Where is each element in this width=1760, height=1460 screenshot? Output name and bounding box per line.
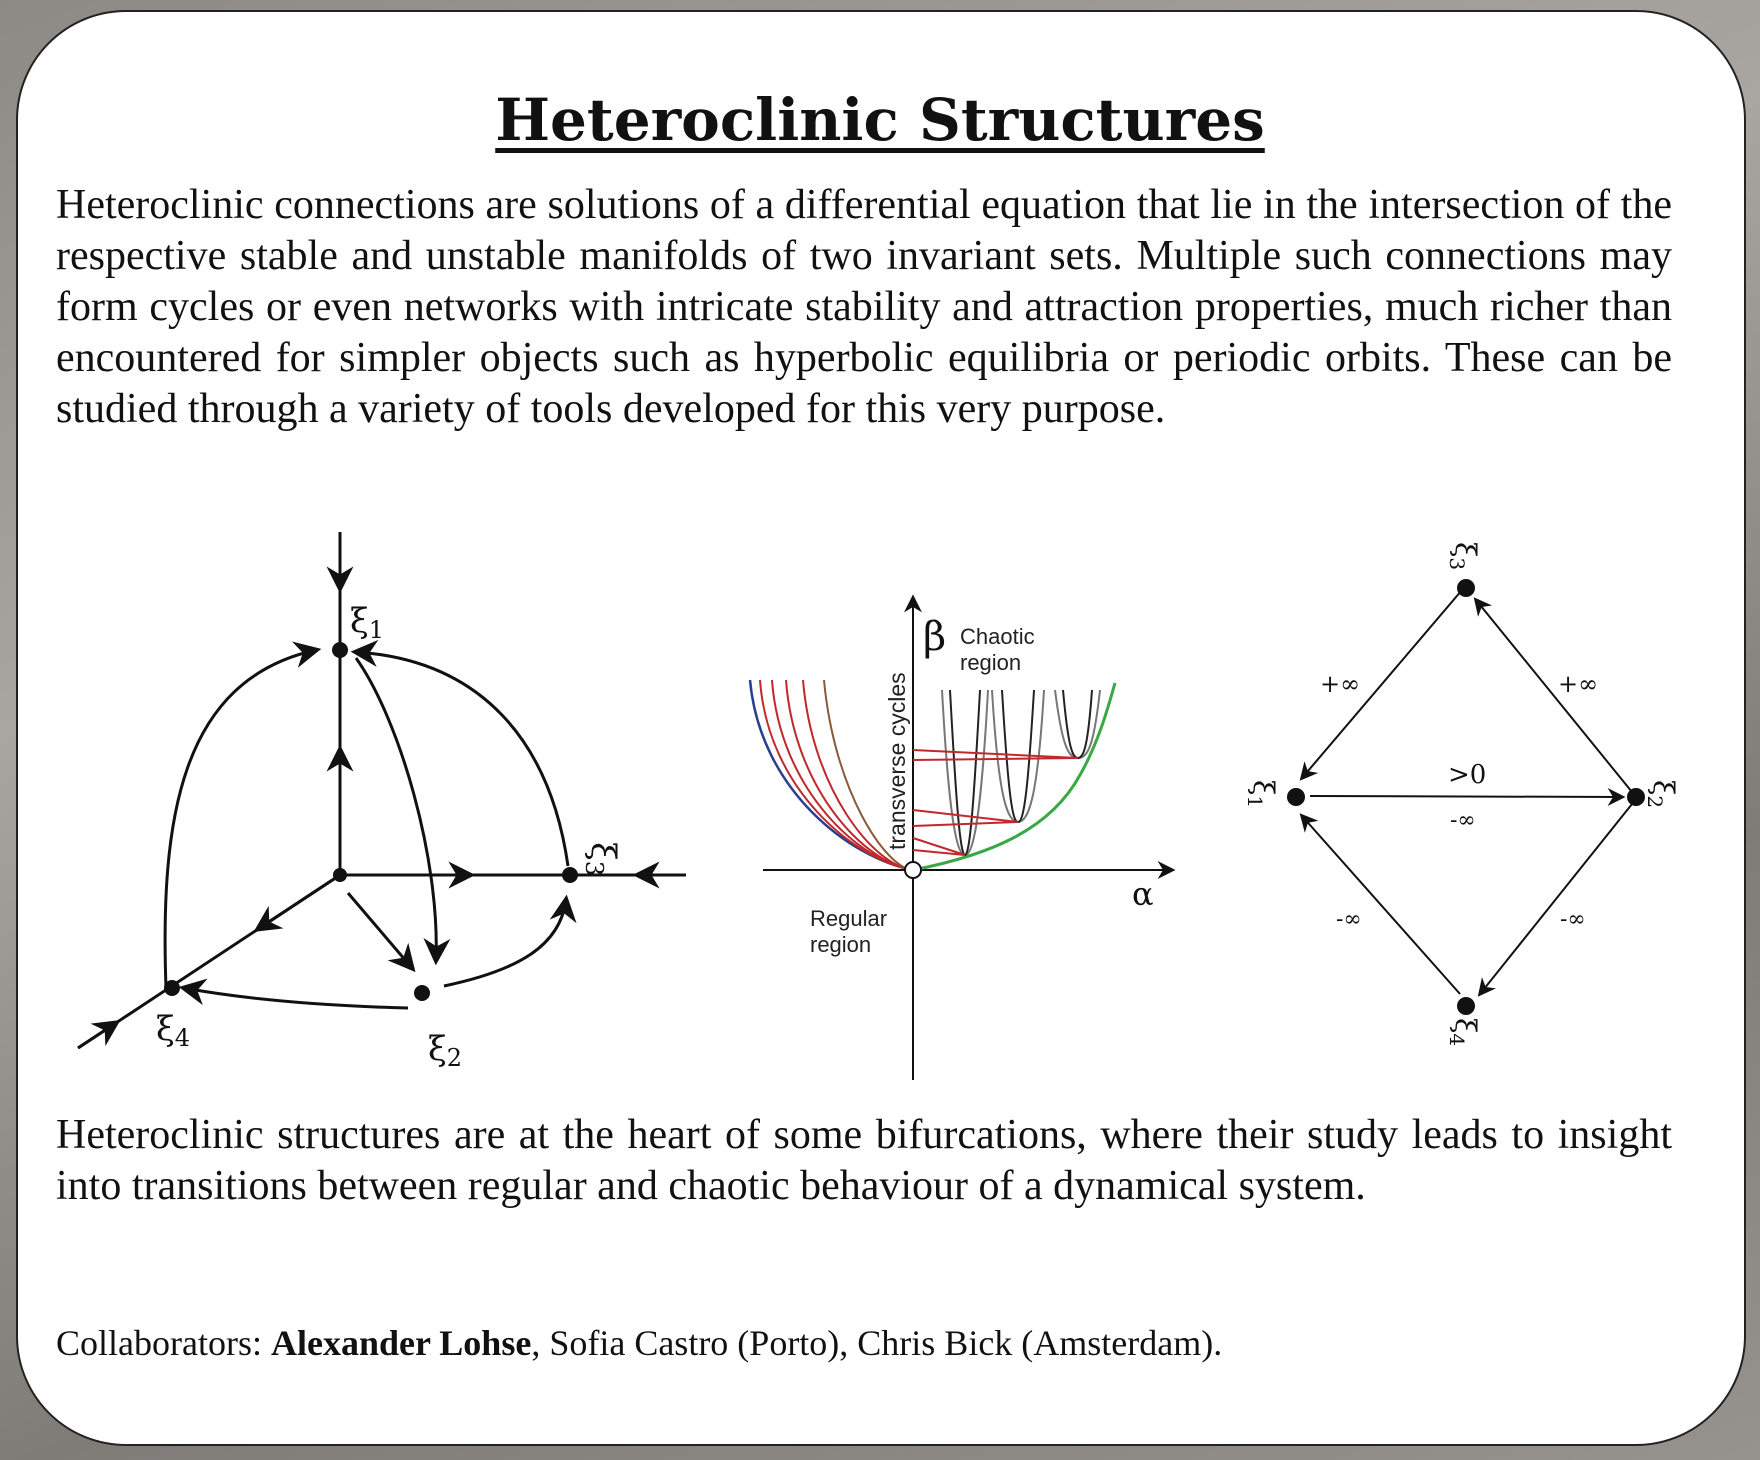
node-xi2 (1627, 788, 1645, 806)
svg-text:ξ1 (1243, 780, 1280, 808)
label-xi4-symbol: ξ (156, 1009, 175, 1049)
edge-xi3-xi1 (356, 652, 568, 866)
transverse-cycles-label: transverse cycles (884, 672, 910, 850)
figure-bifurcation-diagram (740, 590, 1180, 1090)
collaborators-prefix: Collaborators: (56, 1323, 271, 1363)
edge-xi4-xi1 (1302, 816, 1460, 994)
edge-xi1-xi2 (1310, 796, 1622, 797)
svg-text:ξ2 (428, 1029, 462, 1072)
node-xi1 (332, 642, 348, 658)
svg-text:ξ3 (580, 842, 623, 876)
label-xi1-index: 1 (368, 616, 385, 644)
svg-text:ξ3 (1445, 542, 1482, 570)
alpha-label: α (1132, 875, 1154, 913)
node-origin (333, 868, 347, 882)
axis-diagonal-arrow1 (258, 875, 340, 929)
edge-origin-xi2 (348, 893, 412, 968)
edge-xi4-xi1 (165, 650, 316, 988)
origin-open-circle (905, 862, 921, 878)
label-xi1-symbol: ξ (1247, 780, 1280, 796)
node-xi3 (1457, 579, 1475, 597)
edge-label-xi1-xi3: +∞ (1320, 670, 1361, 698)
svg-text:ξ2 (1643, 780, 1680, 808)
edge-xi2-xi4 (184, 988, 408, 1008)
edge-label-xi1-xi2-top: >0 (1448, 760, 1487, 790)
edge-xi2-xi4 (1480, 804, 1632, 994)
page-title: Heteroclinic Structures (495, 86, 1265, 154)
svg-text:ξ4 (1445, 1018, 1482, 1046)
label-xi1-symbol: ξ (350, 601, 369, 641)
edge-label-xi1-xi4: -∞ (1336, 907, 1362, 932)
label-xi3-index: 3 (580, 860, 608, 877)
label-xi3-index: 3 (1445, 557, 1469, 571)
outro-paragraph: Heteroclinic structures are at the heart of some bifurcations, where their study leads to insight into transitions between regular and chaotic behaviour of a dynamical system. (56, 1112, 1672, 1209)
label-xi3-symbol: ξ (583, 842, 623, 861)
svg-text:ξ4 (156, 1009, 190, 1052)
node-xi1 (1287, 788, 1305, 806)
edge-xi2-xi3 (444, 900, 566, 986)
label-xi1-index: 1 (1243, 795, 1267, 809)
label-xi2-symbol: ξ (1647, 780, 1680, 796)
chaotic-label-line1: Chaotic (960, 624, 1035, 649)
figure-heteroclinic-network-diamond (1240, 540, 1700, 1070)
edge-label-xi2-xi4: -∞ (1560, 907, 1586, 932)
gray-1 (942, 690, 988, 855)
edge-label-xi1-xi2-bottom: -∞ (1450, 808, 1476, 833)
collaborators-line (56, 1322, 1222, 1364)
regular-label-line2: region (810, 932, 872, 957)
regular-label-line1: Regular (810, 906, 888, 931)
edge-label-xi2-xi3: +∞ (1558, 670, 1599, 698)
svg-text:ξ1 (350, 601, 384, 644)
label-xi4-index: 4 (174, 1024, 191, 1052)
label-xi2-symbol: ξ (428, 1029, 447, 1069)
collaborators-rest: , Sofia Castro (Porto), Chris Bick (Amsterdam). (531, 1323, 1223, 1363)
node-xi3 (562, 867, 578, 883)
label-xi4-index: 4 (1445, 1033, 1469, 1047)
node-xi4 (164, 980, 180, 996)
edge-xi2-xi3 (1476, 600, 1632, 792)
node-xi4 (1457, 997, 1475, 1015)
label-xi3-symbol: ξ (1449, 542, 1482, 558)
chaotic-label-line2: region (960, 650, 1022, 675)
beta-label: β (923, 614, 947, 660)
label-xi2-index: 2 (1643, 795, 1667, 809)
label-xi2-index: 2 (446, 1044, 463, 1072)
label-xi4-symbol: ξ (1449, 1018, 1482, 1034)
collaborator-lead: Alexander Lohse (270, 1323, 532, 1363)
node-xi2 (414, 985, 430, 1001)
axis-diagonal-arrow2 (78, 1023, 116, 1048)
figure-heteroclinic-network-3d (60, 520, 700, 1080)
intro-paragraph: Heteroclinic connections are solutions of a differential equation that lie in the intersection of the respective stable and unstable manifolds of two invariant sets. Multiple such connections may form cycles or even networks with intricate stability and attraction properties, much richer than encountered for simpler objects such as hyperbolic equilibria or periodic orbits. These can be studied through a variety of tools developed for this very purpose. (56, 182, 1672, 432)
